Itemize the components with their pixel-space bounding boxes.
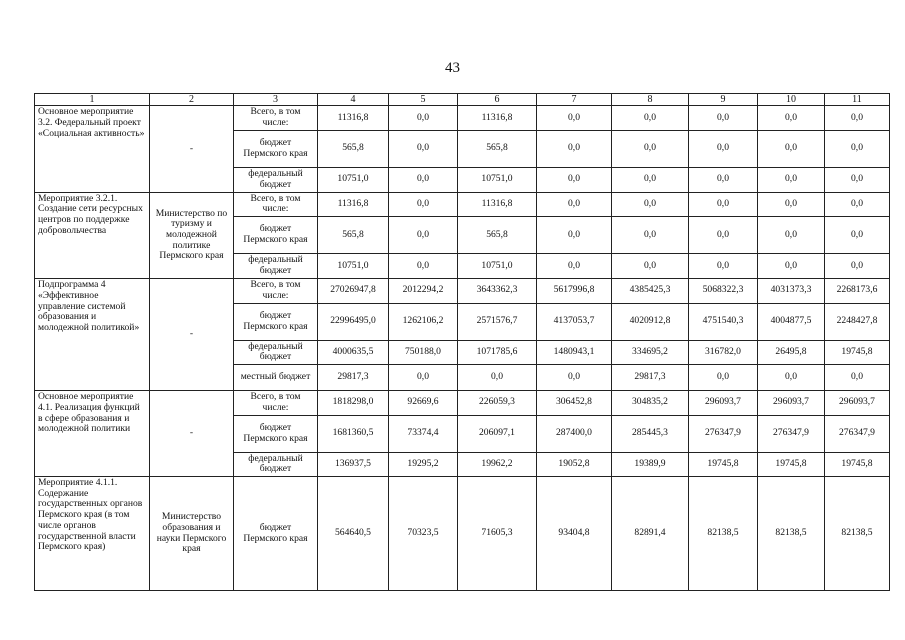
amount-cell: 306452,8 xyxy=(537,391,612,415)
amount-cell: 0,0 xyxy=(612,167,689,192)
activity-name-cell: Основное мероприятие 4.1. Реализация функций в сфере образования и молодежной политики xyxy=(35,391,150,477)
amount-cell: 750188,0 xyxy=(389,340,458,364)
executor-cell: Министерство по туризму и молодежной политике Пермского края xyxy=(150,192,234,278)
amount-cell: 276347,9 xyxy=(689,415,758,452)
funding-source-cell: Всего, в том числе: xyxy=(234,106,318,130)
amount-cell: 2012294,2 xyxy=(389,279,458,303)
amount-cell: 1071785,6 xyxy=(458,340,537,364)
amount-cell: 4004877,5 xyxy=(758,303,825,340)
amount-cell: 296093,7 xyxy=(825,391,890,415)
amount-cell: 0,0 xyxy=(689,365,758,391)
amount-cell: 19745,8 xyxy=(825,340,890,364)
amount-cell: 0,0 xyxy=(537,130,612,167)
funding-source-cell: бюджет Пермского края xyxy=(234,303,318,340)
amount-cell: 0,0 xyxy=(537,254,612,279)
amount-cell: 4751540,3 xyxy=(689,303,758,340)
amount-cell: 11316,8 xyxy=(458,106,537,130)
amount-cell: 4020912,8 xyxy=(612,303,689,340)
amount-cell: 0,0 xyxy=(389,254,458,279)
funding-source-cell: местный бюджет xyxy=(234,365,318,391)
amount-cell: 1480943,1 xyxy=(537,340,612,364)
amount-cell: 0,0 xyxy=(689,217,758,254)
amount-cell: 0,0 xyxy=(758,254,825,279)
amount-cell: 73374,4 xyxy=(389,415,458,452)
executor-cell: - xyxy=(150,106,234,192)
executor-cell: - xyxy=(150,279,234,391)
amount-cell: 2248427,8 xyxy=(825,303,890,340)
amount-cell: 0,0 xyxy=(537,217,612,254)
amount-cell: 0,0 xyxy=(612,130,689,167)
activity-name-cell: Подпрограмма 4 «Эффективное управление системой образования и молодежной политикой» xyxy=(35,279,150,391)
amount-cell: 29817,3 xyxy=(318,365,389,391)
amount-cell: 19745,8 xyxy=(689,452,758,476)
amount-cell: 1818298,0 xyxy=(318,391,389,415)
amount-cell: 5068322,3 xyxy=(689,279,758,303)
column-number: 1 xyxy=(35,94,150,106)
amount-cell: 334695,2 xyxy=(612,340,689,364)
amount-cell: 565,8 xyxy=(318,130,389,167)
amount-cell: 71605,3 xyxy=(458,477,537,591)
activity-name-cell: Мероприятие 4.1.1. Содержание государственных органов Пермского края (в том числе органов государственной власти Пермского края) xyxy=(35,477,150,591)
amount-cell: 2268173,6 xyxy=(825,279,890,303)
amount-cell: 0,0 xyxy=(689,192,758,216)
table-row xyxy=(35,192,890,216)
table-row xyxy=(35,477,890,591)
funding-source-cell: бюджет Пермского края xyxy=(234,130,318,167)
executor-cell: - xyxy=(150,391,234,477)
amount-cell: 0,0 xyxy=(689,106,758,130)
amount-cell: 304835,2 xyxy=(612,391,689,415)
amount-cell: 0,0 xyxy=(758,130,825,167)
amount-cell: 0,0 xyxy=(389,106,458,130)
funding-source-cell: федеральный бюджет xyxy=(234,254,318,279)
executor-cell: Министерство образования и науки Пермского края xyxy=(150,477,234,591)
budget-table xyxy=(34,93,890,591)
amount-cell: 0,0 xyxy=(612,254,689,279)
amount-cell: 0,0 xyxy=(689,254,758,279)
column-number: 6 xyxy=(458,94,537,106)
funding-source-cell: Всего, в том числе: xyxy=(234,192,318,216)
amount-cell: 0,0 xyxy=(389,192,458,216)
amount-cell: 0,0 xyxy=(689,130,758,167)
amount-cell: 82138,5 xyxy=(758,477,825,591)
funding-source-cell: федеральный бюджет xyxy=(234,167,318,192)
amount-cell: 285445,3 xyxy=(612,415,689,452)
amount-cell: 287400,0 xyxy=(537,415,612,452)
amount-cell: 19745,8 xyxy=(825,452,890,476)
amount-cell: 276347,9 xyxy=(758,415,825,452)
amount-cell: 0,0 xyxy=(758,167,825,192)
amount-cell: 4385425,3 xyxy=(612,279,689,303)
amount-cell: 2571576,7 xyxy=(458,303,537,340)
column-number: 9 xyxy=(689,94,758,106)
funding-source-cell: бюджет Пермского края xyxy=(234,217,318,254)
amount-cell: 10751,0 xyxy=(318,167,389,192)
amount-cell: 0,0 xyxy=(389,167,458,192)
amount-cell: 0,0 xyxy=(537,106,612,130)
amount-cell: 0,0 xyxy=(612,217,689,254)
column-number: 3 xyxy=(234,94,318,106)
amount-cell: 1681360,5 xyxy=(318,415,389,452)
amount-cell: 565,8 xyxy=(318,217,389,254)
amount-cell: 136937,5 xyxy=(318,452,389,476)
amount-cell: 565,8 xyxy=(458,217,537,254)
amount-cell: 11316,8 xyxy=(318,192,389,216)
amount-cell: 0,0 xyxy=(825,217,890,254)
amount-cell: 26495,8 xyxy=(758,340,825,364)
column-number: 7 xyxy=(537,94,612,106)
amount-cell: 4031373,3 xyxy=(758,279,825,303)
amount-cell: 206097,1 xyxy=(458,415,537,452)
column-number-row xyxy=(35,94,890,106)
activity-name-cell: Мероприятие 3.2.1. Создание сети ресурсных центров по поддержке добровольчества xyxy=(35,192,150,278)
amount-cell: 0,0 xyxy=(825,106,890,130)
column-number: 2 xyxy=(150,94,234,106)
amount-cell: 82891,4 xyxy=(612,477,689,591)
amount-cell: 10751,0 xyxy=(458,167,537,192)
amount-cell: 11316,8 xyxy=(318,106,389,130)
page-number: 43 xyxy=(445,60,460,76)
amount-cell: 70323,5 xyxy=(389,477,458,591)
table-row xyxy=(35,391,890,415)
amount-cell: 10751,0 xyxy=(318,254,389,279)
amount-cell: 11316,8 xyxy=(458,192,537,216)
amount-cell: 22996495,0 xyxy=(318,303,389,340)
amount-cell: 0,0 xyxy=(689,167,758,192)
amount-cell: 3643362,3 xyxy=(458,279,537,303)
amount-cell: 276347,9 xyxy=(825,415,890,452)
amount-cell: 10751,0 xyxy=(458,254,537,279)
amount-cell: 29817,3 xyxy=(612,365,689,391)
amount-cell: 0,0 xyxy=(825,167,890,192)
funding-source-cell: Всего, в том числе: xyxy=(234,391,318,415)
amount-cell: 19052,8 xyxy=(537,452,612,476)
column-number: 11 xyxy=(825,94,890,106)
amount-cell: 565,8 xyxy=(458,130,537,167)
amount-cell: 0,0 xyxy=(825,130,890,167)
amount-cell: 0,0 xyxy=(389,130,458,167)
amount-cell: 316782,0 xyxy=(689,340,758,364)
amount-cell: 4000635,5 xyxy=(318,340,389,364)
amount-cell: 0,0 xyxy=(612,192,689,216)
amount-cell: 1262106,2 xyxy=(389,303,458,340)
amount-cell: 0,0 xyxy=(758,365,825,391)
amount-cell: 0,0 xyxy=(537,167,612,192)
amount-cell: 0,0 xyxy=(825,254,890,279)
amount-cell: 19295,2 xyxy=(389,452,458,476)
funding-source-cell: бюджет Пермского края xyxy=(234,415,318,452)
table-row xyxy=(35,279,890,303)
amount-cell: 4137053,7 xyxy=(537,303,612,340)
amount-cell: 93404,8 xyxy=(537,477,612,591)
funding-source-cell: бюджет Пермского края xyxy=(234,477,318,591)
amount-cell: 0,0 xyxy=(389,365,458,391)
amount-cell: 296093,7 xyxy=(689,391,758,415)
amount-cell: 19962,2 xyxy=(458,452,537,476)
amount-cell: 5617996,8 xyxy=(537,279,612,303)
funding-source-cell: федеральный бюджет xyxy=(234,340,318,364)
funding-source-cell: Всего, в том числе: xyxy=(234,279,318,303)
amount-cell: 226059,3 xyxy=(458,391,537,415)
amount-cell: 0,0 xyxy=(825,192,890,216)
amount-cell: 82138,5 xyxy=(825,477,890,591)
column-number: 10 xyxy=(758,94,825,106)
amount-cell: 0,0 xyxy=(758,217,825,254)
funding-source-cell: федеральный бюджет xyxy=(234,452,318,476)
column-number: 5 xyxy=(389,94,458,106)
table-row xyxy=(35,106,890,130)
amount-cell: 0,0 xyxy=(458,365,537,391)
amount-cell: 27026947,8 xyxy=(318,279,389,303)
amount-cell: 92669,6 xyxy=(389,391,458,415)
amount-cell: 0,0 xyxy=(537,192,612,216)
amount-cell: 0,0 xyxy=(758,106,825,130)
amount-cell: 564640,5 xyxy=(318,477,389,591)
amount-cell: 0,0 xyxy=(758,192,825,216)
column-number: 8 xyxy=(612,94,689,106)
amount-cell: 0,0 xyxy=(537,365,612,391)
amount-cell: 82138,5 xyxy=(689,477,758,591)
activity-name-cell: Основное мероприятие 3.2. Федеральный проект «Социальная активность» xyxy=(35,106,150,192)
amount-cell: 296093,7 xyxy=(758,391,825,415)
amount-cell: 0,0 xyxy=(612,106,689,130)
amount-cell: 19745,8 xyxy=(758,452,825,476)
amount-cell: 19389,9 xyxy=(612,452,689,476)
column-number: 4 xyxy=(318,94,389,106)
amount-cell: 0,0 xyxy=(389,217,458,254)
amount-cell: 0,0 xyxy=(825,365,890,391)
